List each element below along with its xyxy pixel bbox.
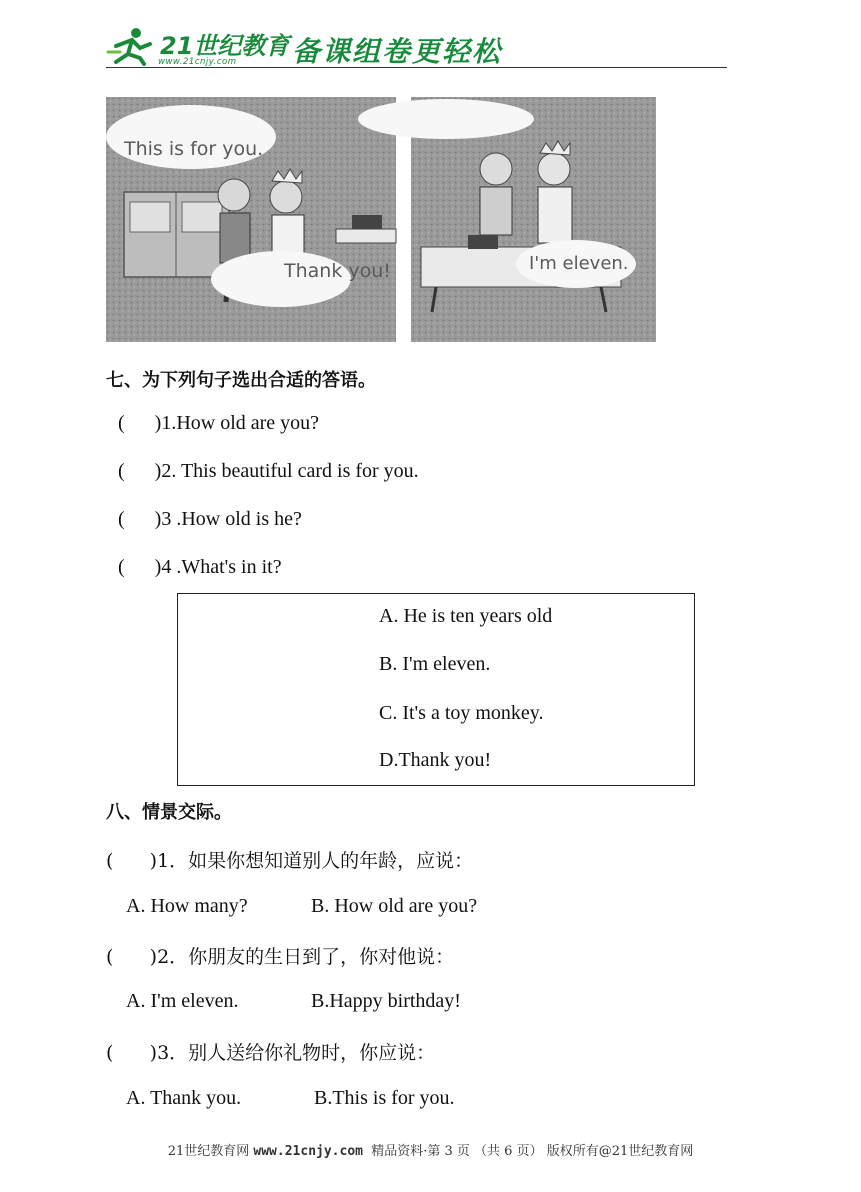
- brand-logo-text: 21世纪教育: [160, 32, 290, 60]
- situation-3-option-b: B.This is for you.: [314, 1087, 455, 1109]
- situation-2-option-a: A. I'm eleven.: [126, 990, 239, 1012]
- dialogue-illustration: [106, 97, 656, 342]
- question-2: ( )2. This beautiful card is for you.: [118, 460, 419, 482]
- section7-title: 七、为下列句子选出合适的答语。: [106, 370, 376, 391]
- question-4: ( )4 .What's in it?: [118, 556, 282, 578]
- footer-site-url[interactable]: www.21cnjy.com: [253, 1144, 363, 1159]
- question-1: ( )1.How old are you?: [118, 412, 320, 434]
- section8-title: 八、情景交际。: [106, 802, 232, 823]
- situation-1-option-b: B. How old are you?: [311, 895, 478, 917]
- situation-2-question: ( )2．你朋友的生日到了，你对他说：: [106, 946, 455, 968]
- bubble-this-is-for-you: This is for you.: [124, 138, 264, 160]
- option-a: A. He is ten years old: [379, 605, 553, 627]
- footer-page-info: 精品资料·第 3 页 （共 6 页） 版权所有@21世纪教育网: [371, 1144, 694, 1159]
- header-divider: [106, 67, 727, 68]
- header-slogan: 备课组卷更轻松: [292, 35, 503, 68]
- option-c: C. It's a toy monkey.: [379, 702, 544, 724]
- page-footer: [0, 1140, 861, 1159]
- bubble-im-eleven: I'm eleven.: [529, 253, 629, 274]
- situation-3-question: ( )3．别人送给你礼物时，你应说：: [106, 1042, 436, 1064]
- situation-1-option-a: A. How many?: [126, 895, 248, 917]
- situation-3-option-a: A. Thank you.: [126, 1087, 242, 1109]
- brand-logo-url: www.21cnjy.com: [158, 57, 237, 67]
- option-b: B. I'm eleven.: [379, 653, 491, 675]
- runner-logo-icon: [106, 26, 156, 66]
- question-3: ( )3 .How old is he?: [118, 508, 302, 530]
- situation-2-option-b: B.Happy birthday!: [311, 990, 461, 1012]
- option-d: D.Thank you!: [379, 749, 492, 771]
- footer-site-name: 21世纪教育网: [167, 1144, 250, 1159]
- bubble-thank-you: Thank you!: [284, 260, 391, 282]
- situation-1-question: ( )1．如果你想知道别人的年龄，应说：: [106, 850, 474, 872]
